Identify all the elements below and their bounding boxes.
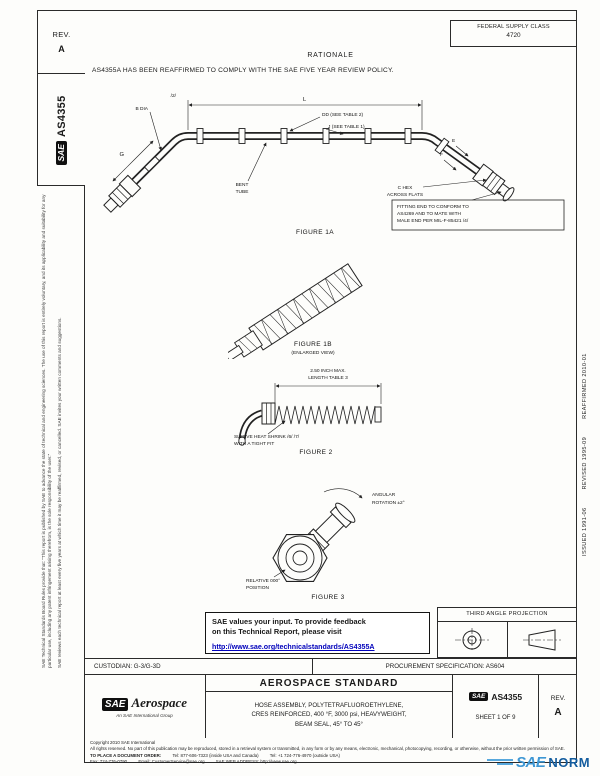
watermark-lines-icon [487, 759, 513, 765]
figure-1b-drawing [228, 247, 398, 359]
figure-1b-label: FIGURE 1B [294, 341, 332, 348]
figure-2-label: FIGURE 2 [299, 449, 333, 455]
figure-1a-label: FIGURE 1A [296, 229, 334, 236]
federal-supply-class-box [450, 20, 577, 47]
doc-title-line-3: BEAM SEAL, 45° TO 45° [295, 720, 363, 728]
watermark-sae-text: SAE [516, 753, 546, 771]
doc-title-line-2: CRES REINFORCED, 400 °F, 3000 psi, HEAVYWEIGHT, [251, 711, 407, 719]
projection-end-view-icon [450, 627, 494, 653]
doc-number: AS4355 [55, 95, 68, 138]
fsc-label: FEDERAL SUPPLY CLASS [477, 24, 550, 30]
aerospace-logo-text: Aerospace [131, 695, 188, 710]
sae-web-address[interactable]: SAE WEB ADDRESS: http://www.sae.org [215, 759, 297, 765]
fig1a-dim-f: F [440, 153, 443, 158]
fig1a-dim-b-dia: B DIA [135, 107, 148, 112]
fig1a-note-1: FITTING END TO CONFORM TO [397, 205, 469, 210]
custodian-row [84, 658, 577, 674]
issued-date: ISSUED 1991-06 [582, 507, 588, 556]
projection-symbol-cells [438, 622, 576, 657]
figure-3-label: FIGURE 3 [311, 594, 345, 601]
title-block [84, 674, 577, 738]
order-email[interactable]: Email: CustomerService@sae.org [138, 759, 205, 765]
third-angle-projection-box [437, 607, 577, 658]
doc-title [206, 692, 452, 738]
procurement-spec-cell: PROCUREMENT SPECIFICATION: AS604 [312, 659, 577, 674]
fig2-callout-sleeve-2: WITH A TIGHT FIT [234, 442, 275, 447]
rev-value: A [58, 44, 65, 54]
feedback-box [205, 612, 430, 654]
sae-norm-watermark [487, 750, 599, 774]
margin-disclaimer [41, 190, 83, 668]
disclaimer-paragraph-1: SAE Technical Standards Board Rules provide that: “This report is published by SAE to advance the state of technical and engineering sciences. The use of this report is entirely voluntary, and its applicability and suitability for any particular use, including any patent infringement arising therefrom, is the sole responsibility of the user.” [41, 194, 53, 668]
right-fitting [473, 164, 517, 203]
figure-1b-sublabel: (ENLARGED VIEW) [291, 351, 335, 356]
doc-number-rotated [38, 75, 85, 185]
fig3-callout-position-2: POSITION [246, 586, 269, 591]
feedback-line-1: SAE values your input. To provide feedback [212, 617, 366, 626]
logo-tagline: An SAE International Group [116, 713, 173, 718]
fig1a-callout-chex-1: C HEX [397, 186, 413, 191]
sae-aerospace-logo [84, 675, 206, 738]
sheet-count: SHEET 1 OF 9 [475, 715, 516, 722]
fig2-callout-sleeve-1: SLEEVE HEAT SHRINK /6/ /7/ [234, 435, 300, 440]
rationale-heading: RATIONALE [307, 52, 354, 59]
rev-label: REV. [550, 695, 566, 702]
hose-assembly-outline [130, 136, 483, 186]
fsc-value: 4720 [506, 32, 521, 39]
fig1a-callout-dd: DD (SEE TABLE 2) [322, 113, 364, 118]
fig1a-note-2: AS4269 AND TO MATE WITH [397, 212, 461, 217]
order-label: TO PLACE A DOCUMENT ORDER: [90, 752, 162, 758]
title-cell [206, 675, 453, 738]
rev-cell [539, 675, 577, 738]
fig3-callout-position-1: RELATIVE 000° [246, 579, 281, 584]
doc-number-cell [453, 675, 539, 738]
figure-1a-drawing [90, 86, 570, 236]
projection-side-view-cell [508, 622, 577, 657]
fig2-dim-length-2: LENGTH TABLE 3 [308, 376, 348, 381]
fig1a-flag-note-2: /2/ [170, 94, 176, 99]
order-tel-1: Tel: 877-606-7323 (inside USA and Canada) [172, 752, 259, 758]
fig1a-callout-bent-1: BENT [235, 183, 249, 188]
disclaimer-paragraph-2: SAE reviews each technical report at least every five years at which time it may be reaffirmed, revised, or cancelled. SAE invites your written comments and suggestions. [57, 317, 63, 668]
fig1a-dim-e: E [452, 139, 456, 144]
revised-date: REVISED 1995-09 [582, 436, 588, 490]
projection-end-view-cell [438, 622, 508, 657]
sae-logo-icon: SAE [56, 141, 67, 164]
left-rev-box [37, 10, 85, 74]
reaffirmed-date: REAFFIRMED 2010-01 [582, 353, 588, 419]
fig1a-callout-chex-2: ACROSS FLATS [386, 193, 424, 198]
doc-title-line-1: HOSE ASSEMBLY, POLYTETRAFLUOROETHYLENE, [254, 702, 404, 710]
fig3-callout-rotation-2: ROTATION ±2° [372, 501, 405, 506]
watermark-norm-text: NORM [548, 754, 591, 770]
figure-3-drawing [238, 466, 418, 601]
fig2-dim-length-1: 2.50 INCH MAX. [310, 369, 346, 374]
feedback-link[interactable]: http://www.sae.org/technicalstandards/AS4355A [212, 643, 375, 652]
fig1a-note-3: MALE END PER MIL-F-85421 /4/ [397, 219, 469, 224]
figure-2-drawing [228, 360, 403, 455]
copyright-line-1: Copyright 2010 SAE International [90, 740, 156, 745]
sae-logo-icon-small: SAE [469, 692, 488, 701]
doc-type-heading: AEROSPACE STANDARD [206, 675, 452, 692]
third-angle-projection-label: THIRD ANGLE PROJECTION [438, 608, 576, 622]
sae-logo-icon: SAE [102, 698, 129, 711]
order-fax: Fax: 724-776-0790 [90, 759, 128, 765]
left-doc-number-box [37, 74, 85, 186]
feedback-line-2: on this Technical Report, please visit [212, 626, 342, 636]
margin-date-history [582, 256, 595, 556]
rev-value: A [554, 707, 562, 718]
order-tel-2: Tel: +1 724-776-4970 (outside USA) [269, 752, 340, 758]
projection-side-view-icon [520, 627, 564, 653]
fig3-callout-rotation-1: ANGULAR [372, 493, 396, 498]
fig1a-dim-l: L [303, 97, 307, 103]
rev-label: REV. [52, 30, 71, 39]
custodian-cell: CUSTODIAN: G-3/G-3D [94, 663, 161, 670]
doc-number-value: AS4355 [491, 691, 523, 702]
copyright-line-2: All rights reserved. No part of this publication may be reproduced, stored in a retrieval system or transmitted, in any form or by any means, electronic, mechanical, photocopying, recording, or otherwise, without the prior written permission of SAE. [90, 746, 565, 752]
fig1a-callout-bent-2: TUBE [235, 190, 249, 195]
fig1a-callout-j: J (SEE TABLE 1) [328, 125, 365, 130]
fig1a-dim-g: G [119, 152, 124, 158]
rationale-body: AS4355A HAS BEEN REAFFIRMED TO COMPLY WITH THE SAE FIVE YEAR REVIEW POLICY. [92, 67, 394, 74]
